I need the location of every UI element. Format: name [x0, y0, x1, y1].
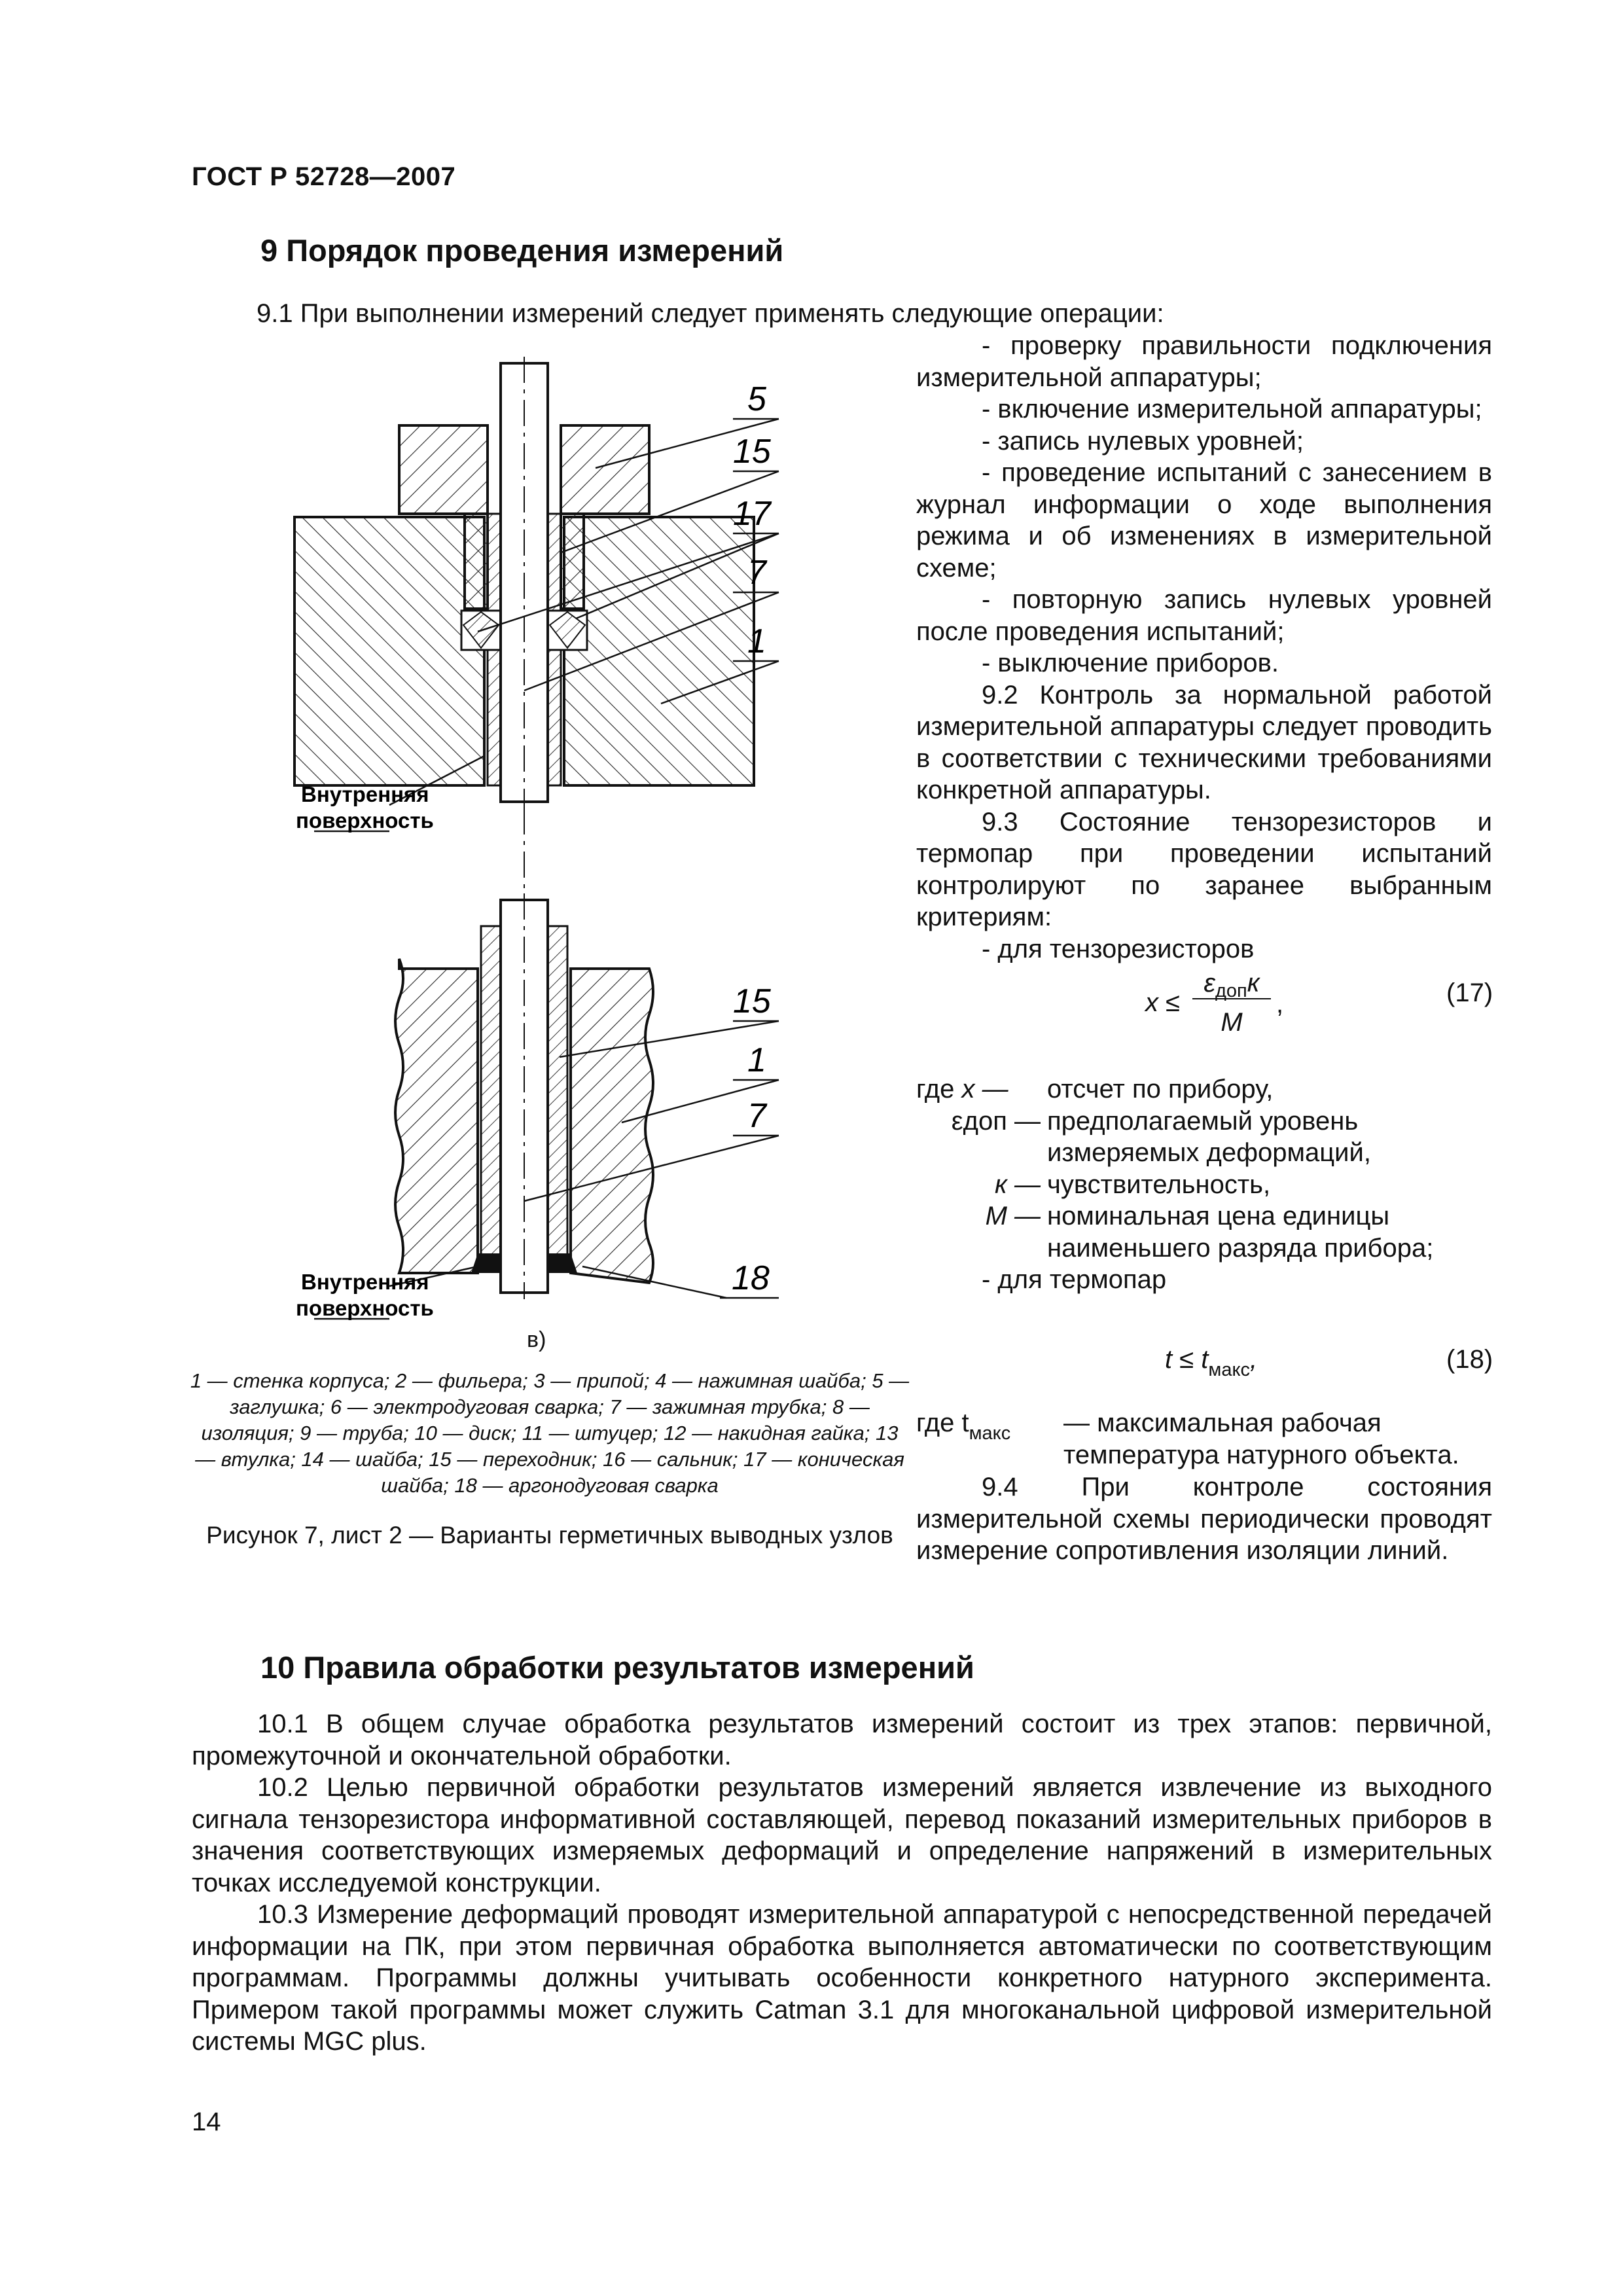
figure-caption: Рисунок 7, лист 2 — Варианты герметичных выводных узлов: [206, 1522, 893, 1549]
paragraph-9-1: 9.1 При выполнении измерений следует применять следующие операции:: [257, 299, 1164, 328]
formula-17-lhs: x ≤: [1145, 988, 1181, 1017]
inner-surface-label-bottom-1: Внутренняя: [301, 1270, 429, 1294]
formula-17-number: (17): [1446, 978, 1493, 1007]
figure-legend: 1 — стенка корпуса; 2 — фильера; 3 — припой; 4 — нажимная шайба; 5 — заглушка; 6 — электродуговая сварка; 7 — зажимная трубка; 8 — изоляция; 9 — труба; 10 — диск; 11 — штуцер; 12 — накидная гайка; 13 — втулка; 14 — шайба; 15 — переходник; 16 — сальник; 17 — коническая шайба; 18 — аргонодуговая сварка: [190, 1369, 910, 1497]
list-item-power-off: - выключение приборов.: [982, 649, 1279, 677]
paragraph-9-2: 9.2 Контроль за нормальной работой измерительной аппаратуры следует проводить в соответствии с техническими требованиями конкретной аппаратуры.: [916, 680, 1492, 804]
upper-assembly: [294, 357, 754, 808]
label-18: 18: [732, 1259, 770, 1297]
formula-18-number: (18): [1446, 1345, 1493, 1374]
label-15-top: 15: [733, 433, 771, 471]
where-17-block: [916, 1073, 1492, 1296]
list-item-testing: - проведение испытаний с занесением в журнал информации о ходе выполнения режима и об изменениях в измерительной схеме;: [916, 458, 1492, 583]
where-18-block: где $t_{макс}$ — максимальная рабочая температура натурного объекта.: [916, 1408, 1459, 1469]
label-5: 5: [747, 380, 766, 418]
formula-17-comma: ,: [1276, 990, 1284, 1018]
formula-18: $t \le t_{макс}$,: [1165, 1345, 1258, 1380]
label-7-top: 7: [747, 554, 766, 592]
where-17-row-k: к — чувствительность,: [995, 1170, 1271, 1199]
formula-17-numerator: $\varepsilon_{доп}к$: [1192, 969, 1271, 999]
right-column: [916, 330, 1492, 965]
where-17-row-x: где x — отсчет по прибору,: [916, 1075, 1274, 1103]
where-17-row-m: M — номинальная цена единицы наименьшего разряда прибора;: [985, 1202, 1434, 1263]
page-number: 14: [192, 2108, 221, 2136]
label-1-top: 1: [747, 622, 766, 660]
where-17-row-eps: εдоп — предполагаемый уровень измеряемых деформаций,: [951, 1106, 1371, 1167]
label-17: 17: [733, 495, 771, 533]
paragraph-9-3: 9.3 Состояние тензорезисторов и термопар при проведении испытаний контролируют по заранее выбранным критериям:: [916, 807, 1492, 931]
list-item-zero-levels: - запись нулевых уровней;: [982, 426, 1304, 456]
section-10-body: [192, 1708, 1492, 2058]
list-item-for-strain-gauges: - для тензорезисторов: [982, 934, 1255, 963]
list-item-power-on: - включение измерительной аппаратуры;: [982, 395, 1482, 423]
paragraph-10-1: 10.1 В общем случае обработка результатов измерений состоит из трех этапов: первичной, промежуточной и окончательной обработки.: [192, 1710, 1492, 1770]
label-7-bottom: 7: [747, 1097, 766, 1135]
inner-surface-label-top-2: поверхность: [296, 808, 434, 833]
figure-7-drawing: [203, 337, 910, 1358]
paragraph-9-4: 9.4 При контроле состояния измерительной схемы периодически проводят измерение сопротивления изоляции линий.: [916, 1473, 1492, 1565]
inner-surface-label-top-1: Внутренняя: [301, 782, 429, 806]
section-9-title: 9 Порядок проведения измерений: [260, 233, 784, 268]
label-1-bottom: 1: [747, 1041, 766, 1079]
inner-surface-label-bottom-2: поверхность: [296, 1296, 434, 1320]
section-10-title: 10 Правила обработки результатов измерений: [260, 1650, 974, 1685]
figure-variant-label: в): [527, 1327, 546, 1352]
list-item-check-connections: - проверку правильности подключения измерительной аппаратуры;: [916, 331, 1492, 392]
label-15-bottom: 15: [733, 982, 771, 1020]
lower-assembly: [395, 893, 653, 1299]
standard-number: ГОСТ Р 52728—2007: [192, 162, 456, 191]
paragraph-10-2: 10.2 Целью первичной обработки результатов измерений является извлечение из выходного сигнала тензорезистора информативной составляющей, перевод показаний измерительных приборов в значения соответствующих измеряемых деформаций и определение напряжений в измерительных точках исследуемой конструкции.: [192, 1773, 1492, 1897]
list-item-repeat-zero: - повторную запись нулевых уровней после проведения испытаний;: [916, 585, 1492, 646]
formula-17-denominator: M: [1221, 1008, 1243, 1037]
list-item-for-thermocouples: - для термопар: [982, 1265, 1167, 1294]
paragraph-10-3: 10.3 Измерение деформаций проводят измерительной аппаратурой с непосредственной передачей информации на ПК, при этом первичная обработка выполняется автоматически по соответствующим программам. Программы должны учитывать особенности конкретного натурного эксперимента. Примером такой программы может служить Catman 3.1 для многоканальной цифровой измерительной системы MGC plus.: [192, 1900, 1492, 2056]
